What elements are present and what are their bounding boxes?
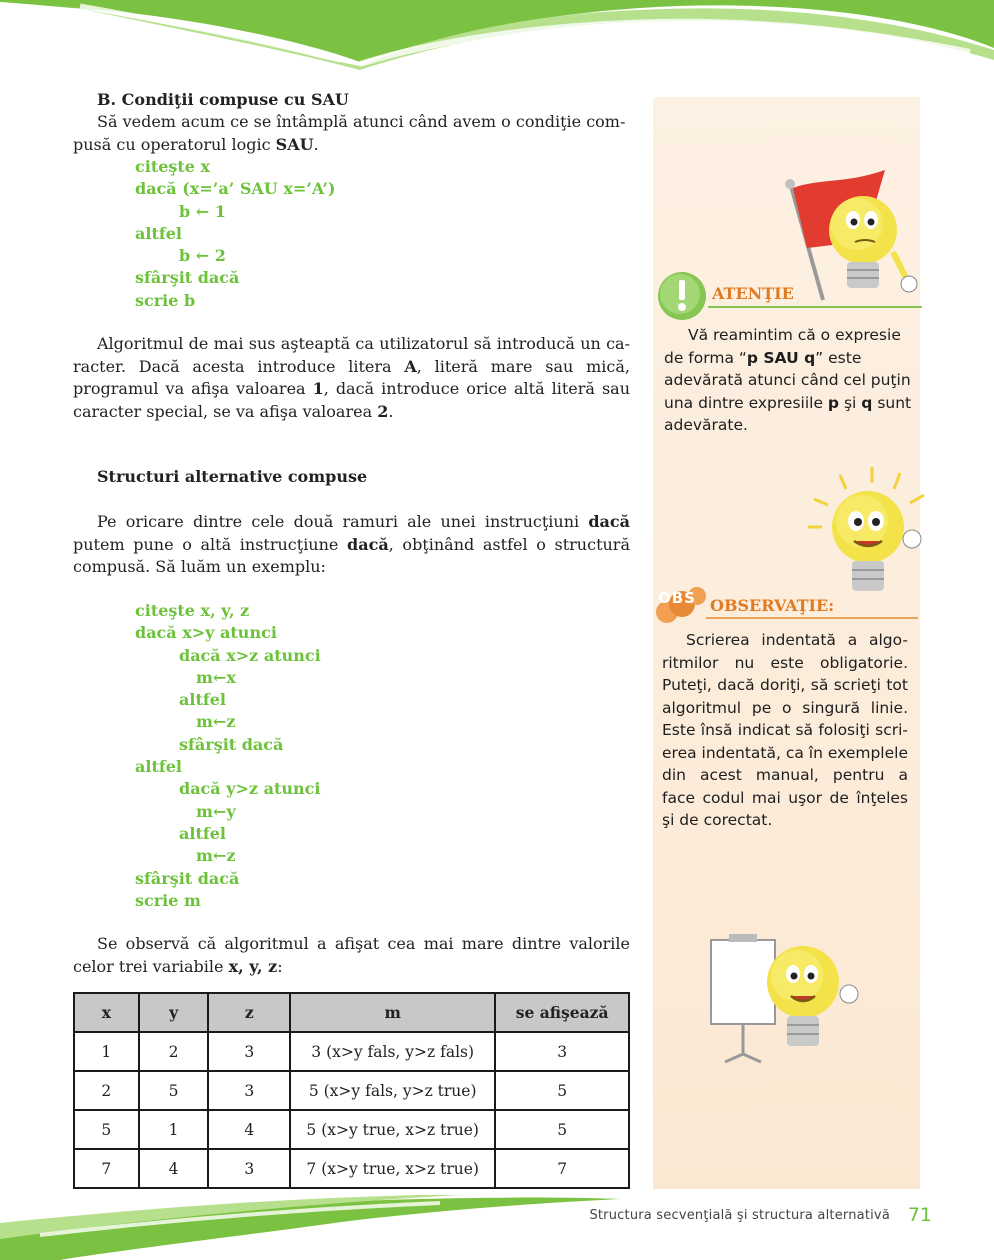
code-line: sfârşit dacă	[179, 734, 284, 754]
table-row	[74, 1071, 629, 1110]
code-line: sfârşit dacă	[135, 868, 240, 888]
code-block-compound	[135, 600, 321, 912]
code-line: m←z	[196, 712, 236, 732]
code-line: m←y	[196, 801, 236, 821]
text-segment: sunt adevărate.	[664, 393, 912, 434]
table-header-cell: x	[74, 993, 139, 1032]
attention-title: ATENŢIE	[712, 284, 794, 303]
text-segment: , literă mare sau mică, programul va afişa valoarea	[73, 356, 630, 398]
bold-term: p	[827, 393, 840, 412]
code-line: scrie m	[135, 890, 201, 910]
code-line: citeşte x	[135, 157, 211, 176]
table-cell: 5	[495, 1110, 629, 1149]
table-header-cell: y	[139, 993, 209, 1032]
table-cell: 7 (x>y true, x>z true)	[290, 1149, 495, 1188]
code-line: dacă y>z atunci	[179, 779, 321, 799]
obs-badge-label: OBS	[658, 589, 696, 607]
table-cell: 5	[139, 1071, 209, 1110]
bottom-binary-banner	[0, 1195, 620, 1260]
compound-intro	[73, 511, 630, 579]
attention-text	[664, 324, 916, 437]
table-cell: 3	[208, 1032, 290, 1071]
table-header-cell: se afişează	[495, 993, 629, 1032]
text-segment: putem pune o altă instrucţiune	[73, 534, 348, 554]
bold-term: 1	[312, 379, 324, 398]
table-cell: 2	[74, 1071, 139, 1110]
code-line: sfârşit dacă	[135, 268, 240, 288]
table-cell: 3	[495, 1032, 629, 1071]
bold-term: dacă	[347, 534, 389, 554]
intro-line: Să vedem acum ce se întâmplă atunci când avem o condiţie com-	[97, 112, 626, 131]
compound-heading: Structuri alternative compuse	[97, 467, 368, 486]
table-cell: 3	[208, 1149, 290, 1188]
code-line: m←x	[196, 667, 236, 687]
observation-title: OBSERVAŢIE:	[710, 596, 835, 615]
bold-term: 2	[377, 401, 389, 421]
text-segment: Algoritmul de mai sus aşteaptă ca utilizatorul să introducă un ca-racter. Dacă acesta introduce litera	[73, 334, 630, 376]
code-line: scrie b	[135, 290, 196, 310]
compound-observation	[73, 933, 630, 978]
table-header-cell: m	[290, 993, 495, 1032]
observation-divider	[706, 617, 918, 619]
lightbulb-board-mascot-icon	[705, 930, 865, 1065]
text-segment: şi	[839, 393, 862, 412]
text-segment: :	[277, 956, 283, 976]
table-header-cell: z	[208, 993, 290, 1032]
text-segment: Pe oricare dintre cele două ramuri ale unei instrucţiuni	[97, 512, 589, 531]
text-segment: ” este adevărată atunci când cel puţin una dintre expresiile	[664, 348, 911, 412]
table-row	[74, 1032, 629, 1071]
table-row	[74, 1110, 629, 1149]
values-table	[73, 992, 630, 1189]
bold-term: dacă	[588, 512, 630, 531]
observation-text: Scrierea indentată a algo-ritmilor nu este obligatorie. Puteţi, dacă doriţi, să scrieţi tot algoritmul pe o singură linie. Este însă indicat să folosiţi scri-erea indentată, ca în exemplele din acest manual, pentru a face codul mai uşor de înţeles şi de corectat.	[662, 631, 908, 829]
table-cell: 7	[495, 1149, 629, 1188]
intro-text: pusă cu operatorul logic	[73, 134, 276, 154]
table-cell: 5 (x>y fals, y>z true)	[290, 1071, 495, 1110]
lightbulb-flag-mascot-icon	[775, 168, 925, 308]
table-cell: 5	[495, 1071, 629, 1110]
attention-divider	[708, 306, 922, 308]
table-cell: 7	[74, 1149, 139, 1188]
footer-chapter-title: Structura secvenţială şi structura alternativă	[589, 1208, 890, 1223]
exclamation-icon	[656, 270, 711, 322]
intro-text-end: .	[313, 134, 319, 154]
code-line: dacă x>y atunci	[135, 623, 277, 643]
table-cell: 5	[74, 1110, 139, 1149]
table-cell: 2	[139, 1032, 209, 1071]
bold-term: x, y, z	[228, 956, 278, 976]
code-line: altfel	[135, 223, 182, 243]
top-binary-banner	[0, 0, 994, 75]
text-segment: Vă reamintim că o expresie de forma “	[664, 326, 901, 367]
table-header-row	[74, 993, 629, 1032]
table-cell: 4	[139, 1149, 209, 1188]
section-b-heading: B. Condiţii compuse cu SAU	[97, 90, 349, 109]
text-segment: , obţinând astfel o structură compusă. Să luăm un exemplu:	[73, 534, 630, 576]
code-line: altfel	[135, 757, 182, 777]
code-line: dacă (x=’a’ SAU x=’A’)	[135, 179, 336, 199]
code-block-sau	[135, 156, 336, 312]
table-cell: 1	[139, 1110, 209, 1149]
bold-term: A	[404, 356, 417, 376]
table-row	[74, 1149, 629, 1188]
text-segment: Se observă că algoritmul a afişat cea mai mare dintre valorile celor trei variabile	[73, 934, 630, 976]
section-b-intro	[73, 111, 630, 156]
text-segment: , dacă introduce orice altă literă sau caracter special, se va afişa valoarea	[73, 379, 631, 421]
code-line: b ← 2	[179, 246, 226, 266]
code-line: altfel	[179, 690, 226, 710]
table-cell: 5 (x>y true, x>z true)	[290, 1110, 495, 1149]
text-segment: .	[388, 401, 394, 421]
table-cell: 3	[208, 1071, 290, 1110]
intro-bold: SAU	[275, 134, 314, 154]
code-line: m←z	[196, 846, 236, 866]
page-number: 71	[907, 1204, 932, 1226]
lightbulb-idea-mascot-icon	[800, 465, 925, 600]
section-b-explanation	[73, 333, 630, 423]
code-line: dacă x>z atunci	[179, 645, 321, 665]
table-cell: 4	[208, 1110, 290, 1149]
code-line: b ← 1	[179, 201, 226, 221]
code-line: altfel	[179, 823, 226, 843]
code-line: citeşte x, y, z	[135, 601, 250, 620]
table-cell: 1	[74, 1032, 139, 1071]
table-cell: 3 (x>y fals, y>z fals)	[290, 1032, 495, 1071]
bold-term: q	[861, 393, 873, 412]
bold-term: p SAU q	[746, 348, 816, 367]
